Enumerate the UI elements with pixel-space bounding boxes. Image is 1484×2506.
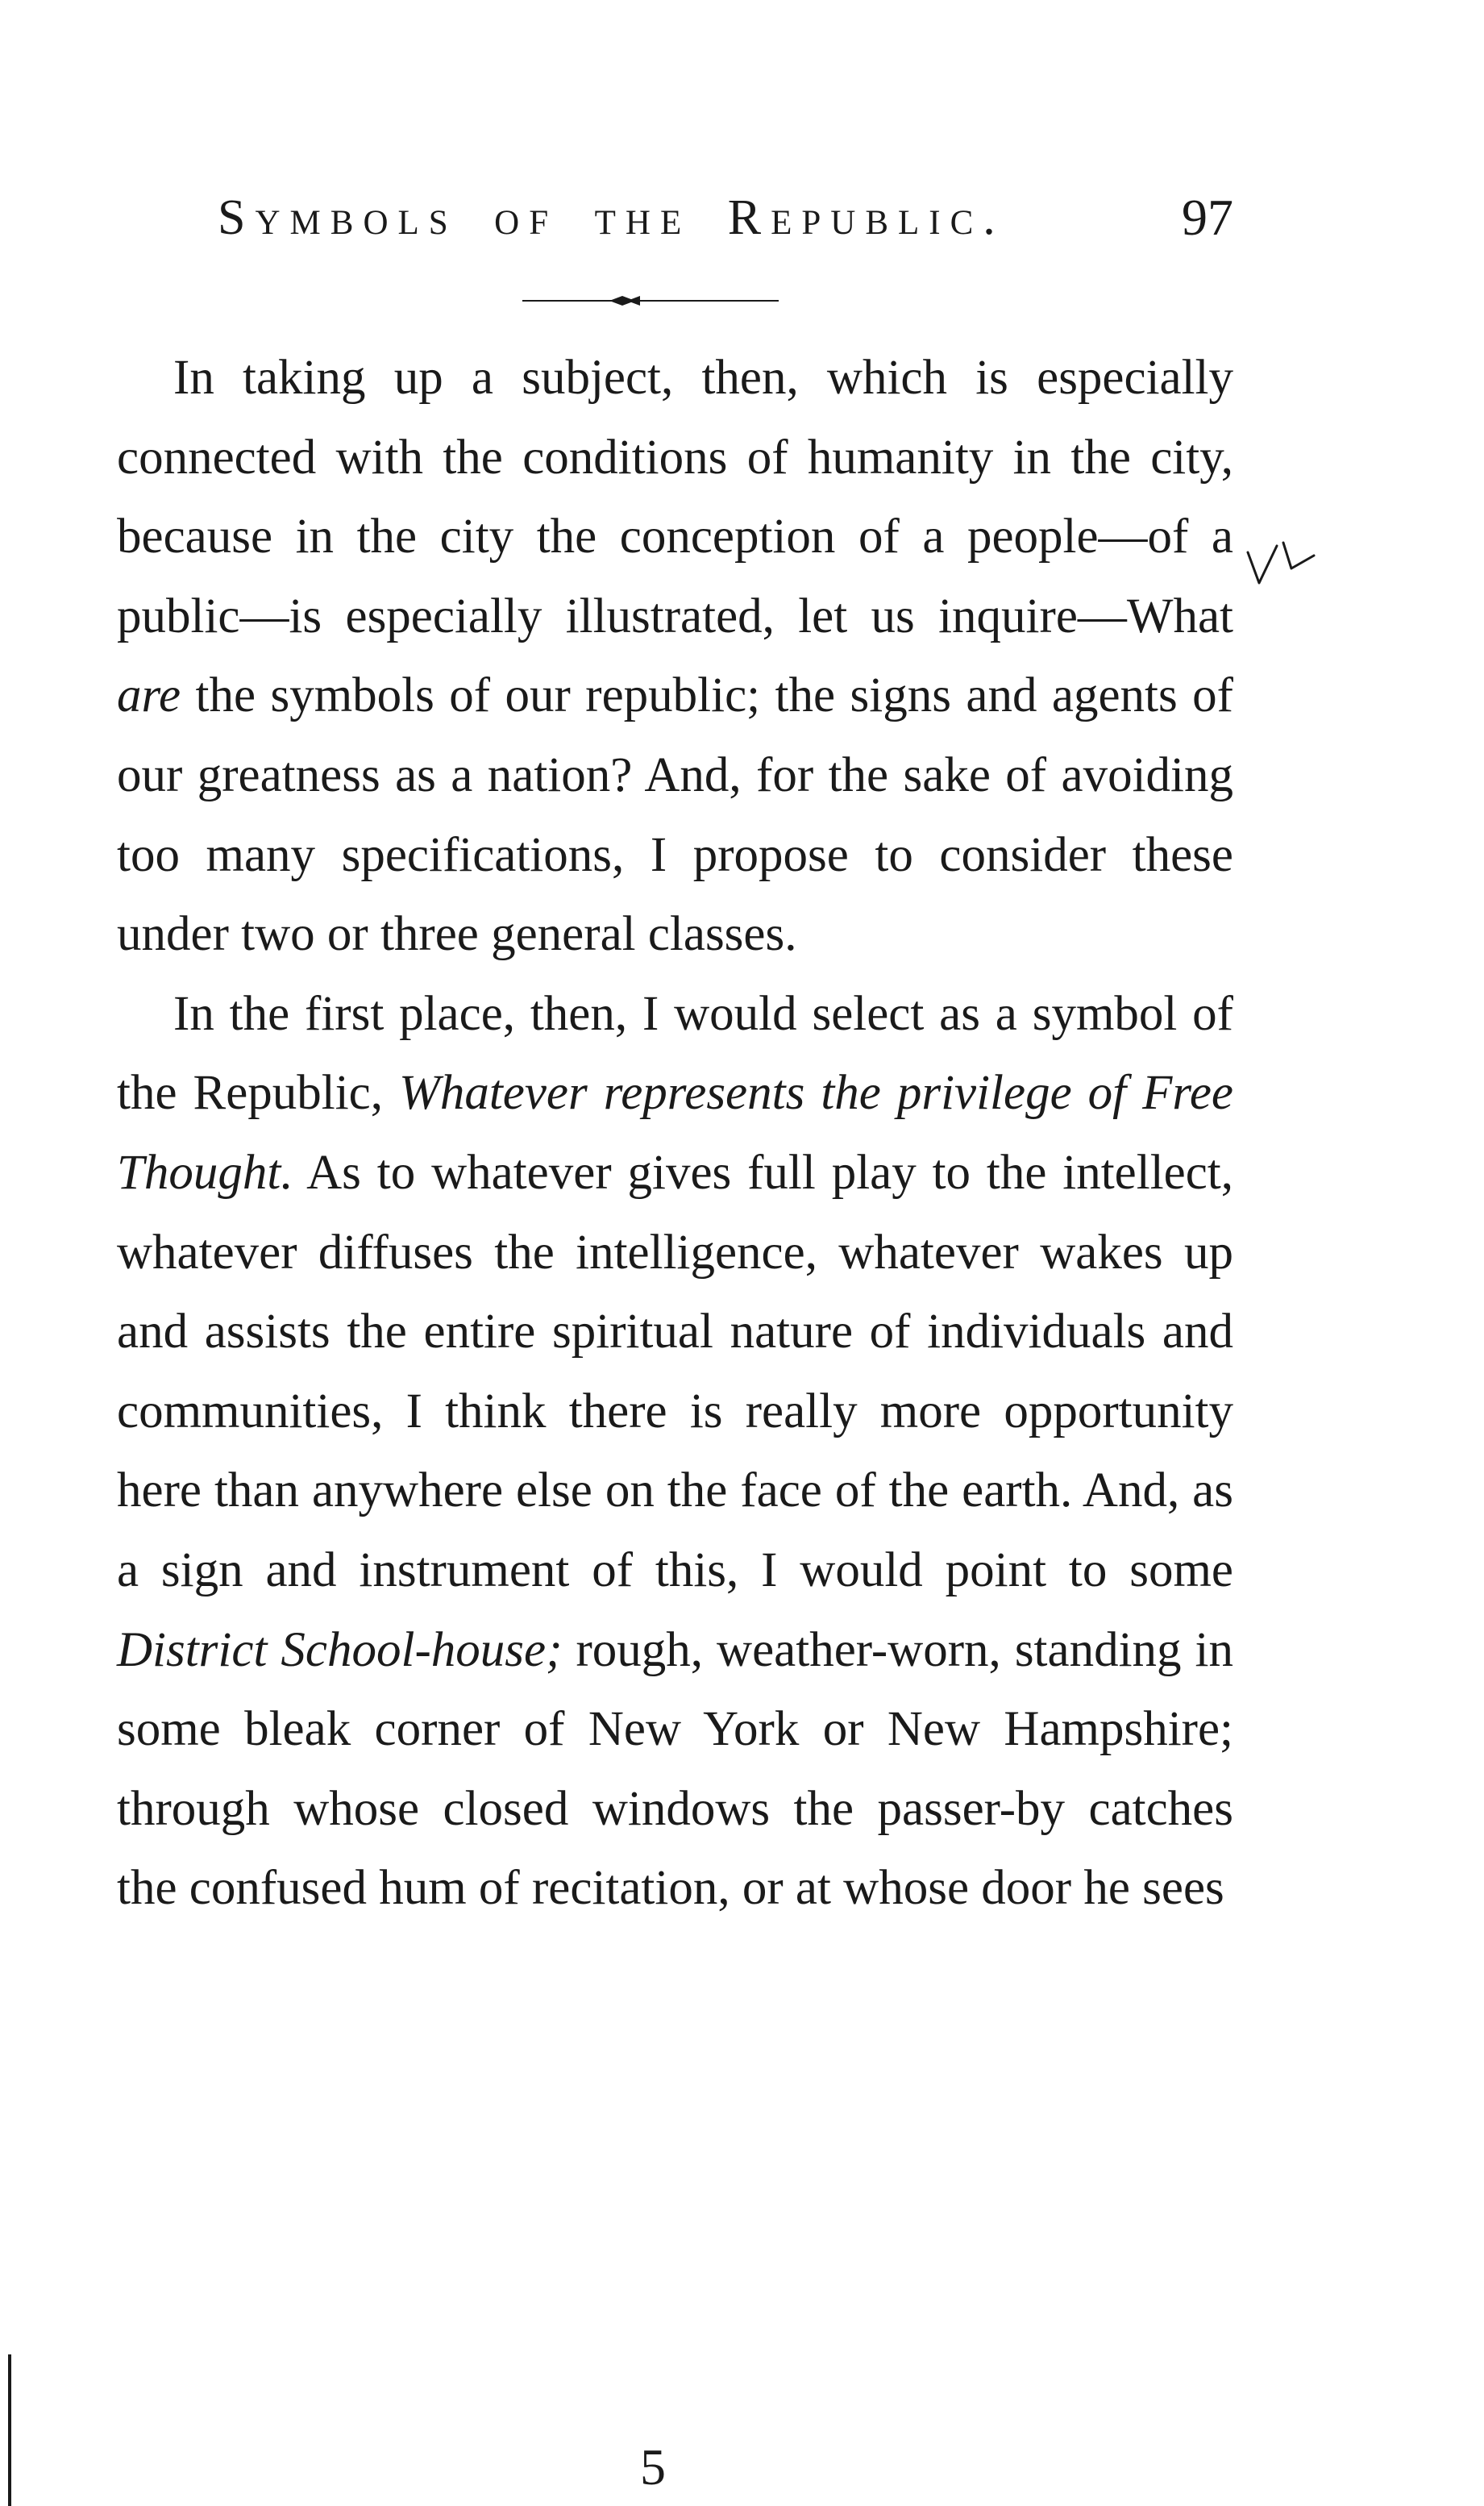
running-head bbox=[218, 181, 1233, 254]
page-edge-rule bbox=[8, 2354, 11, 2506]
paragraph-2-text-b: As to whatever gives full play to the intellect, whatever diffuses the intelligence, whatever wakes up and assists the entire spiritual nature of individuals and communities, I think there is really more opportunity here than anywhere else on the face of the earth. And, as a sign and instrument of this, I would point to some bbox=[117, 1145, 1233, 1597]
page-number: 97 bbox=[1182, 189, 1233, 246]
paragraph-2-emphasis-b: District School-house; bbox=[117, 1622, 563, 1677]
paragraph-2-text-c: rough, weather-worn, standing in some bleak corner of New York or New Hampshire; through whose closed windows the passer-by catches the confused hum of recitation, or at whose door he sees bbox=[117, 1622, 1234, 1916]
paragraph-1-text-a: In taking up a subject, then, which is especially connected with the conditions of humanity in the city, because in the city the conception of a people—of a public—is especially illustrated, let us inquire—What bbox=[117, 351, 1233, 643]
double-arrow-rule-icon bbox=[522, 294, 779, 307]
paragraph-2-text-a: In the first place, then, I would select as a symbol of the Republic, bbox=[117, 986, 1233, 1121]
body-text bbox=[117, 339, 1233, 1929]
running-title: Symbols of the Republic. bbox=[218, 190, 1005, 245]
paragraph-1 bbox=[117, 339, 1233, 975]
paragraph-1-emphasis: are bbox=[117, 668, 181, 723]
handwritten-check-marks-icon bbox=[1241, 528, 1330, 593]
paragraph-2-emphasis-a: Whatever represents the privilege of Free Thought. bbox=[117, 1066, 1233, 1200]
signature-mark: 5 bbox=[640, 2438, 666, 2496]
paragraph-2 bbox=[117, 975, 1233, 1929]
paragraph-1-text-b: the symbols of our republic; the signs and agents of our greatness as a nation? And, for the sake of avoiding too many specifications, I propose to consider these under two or three general classes. bbox=[117, 668, 1233, 962]
